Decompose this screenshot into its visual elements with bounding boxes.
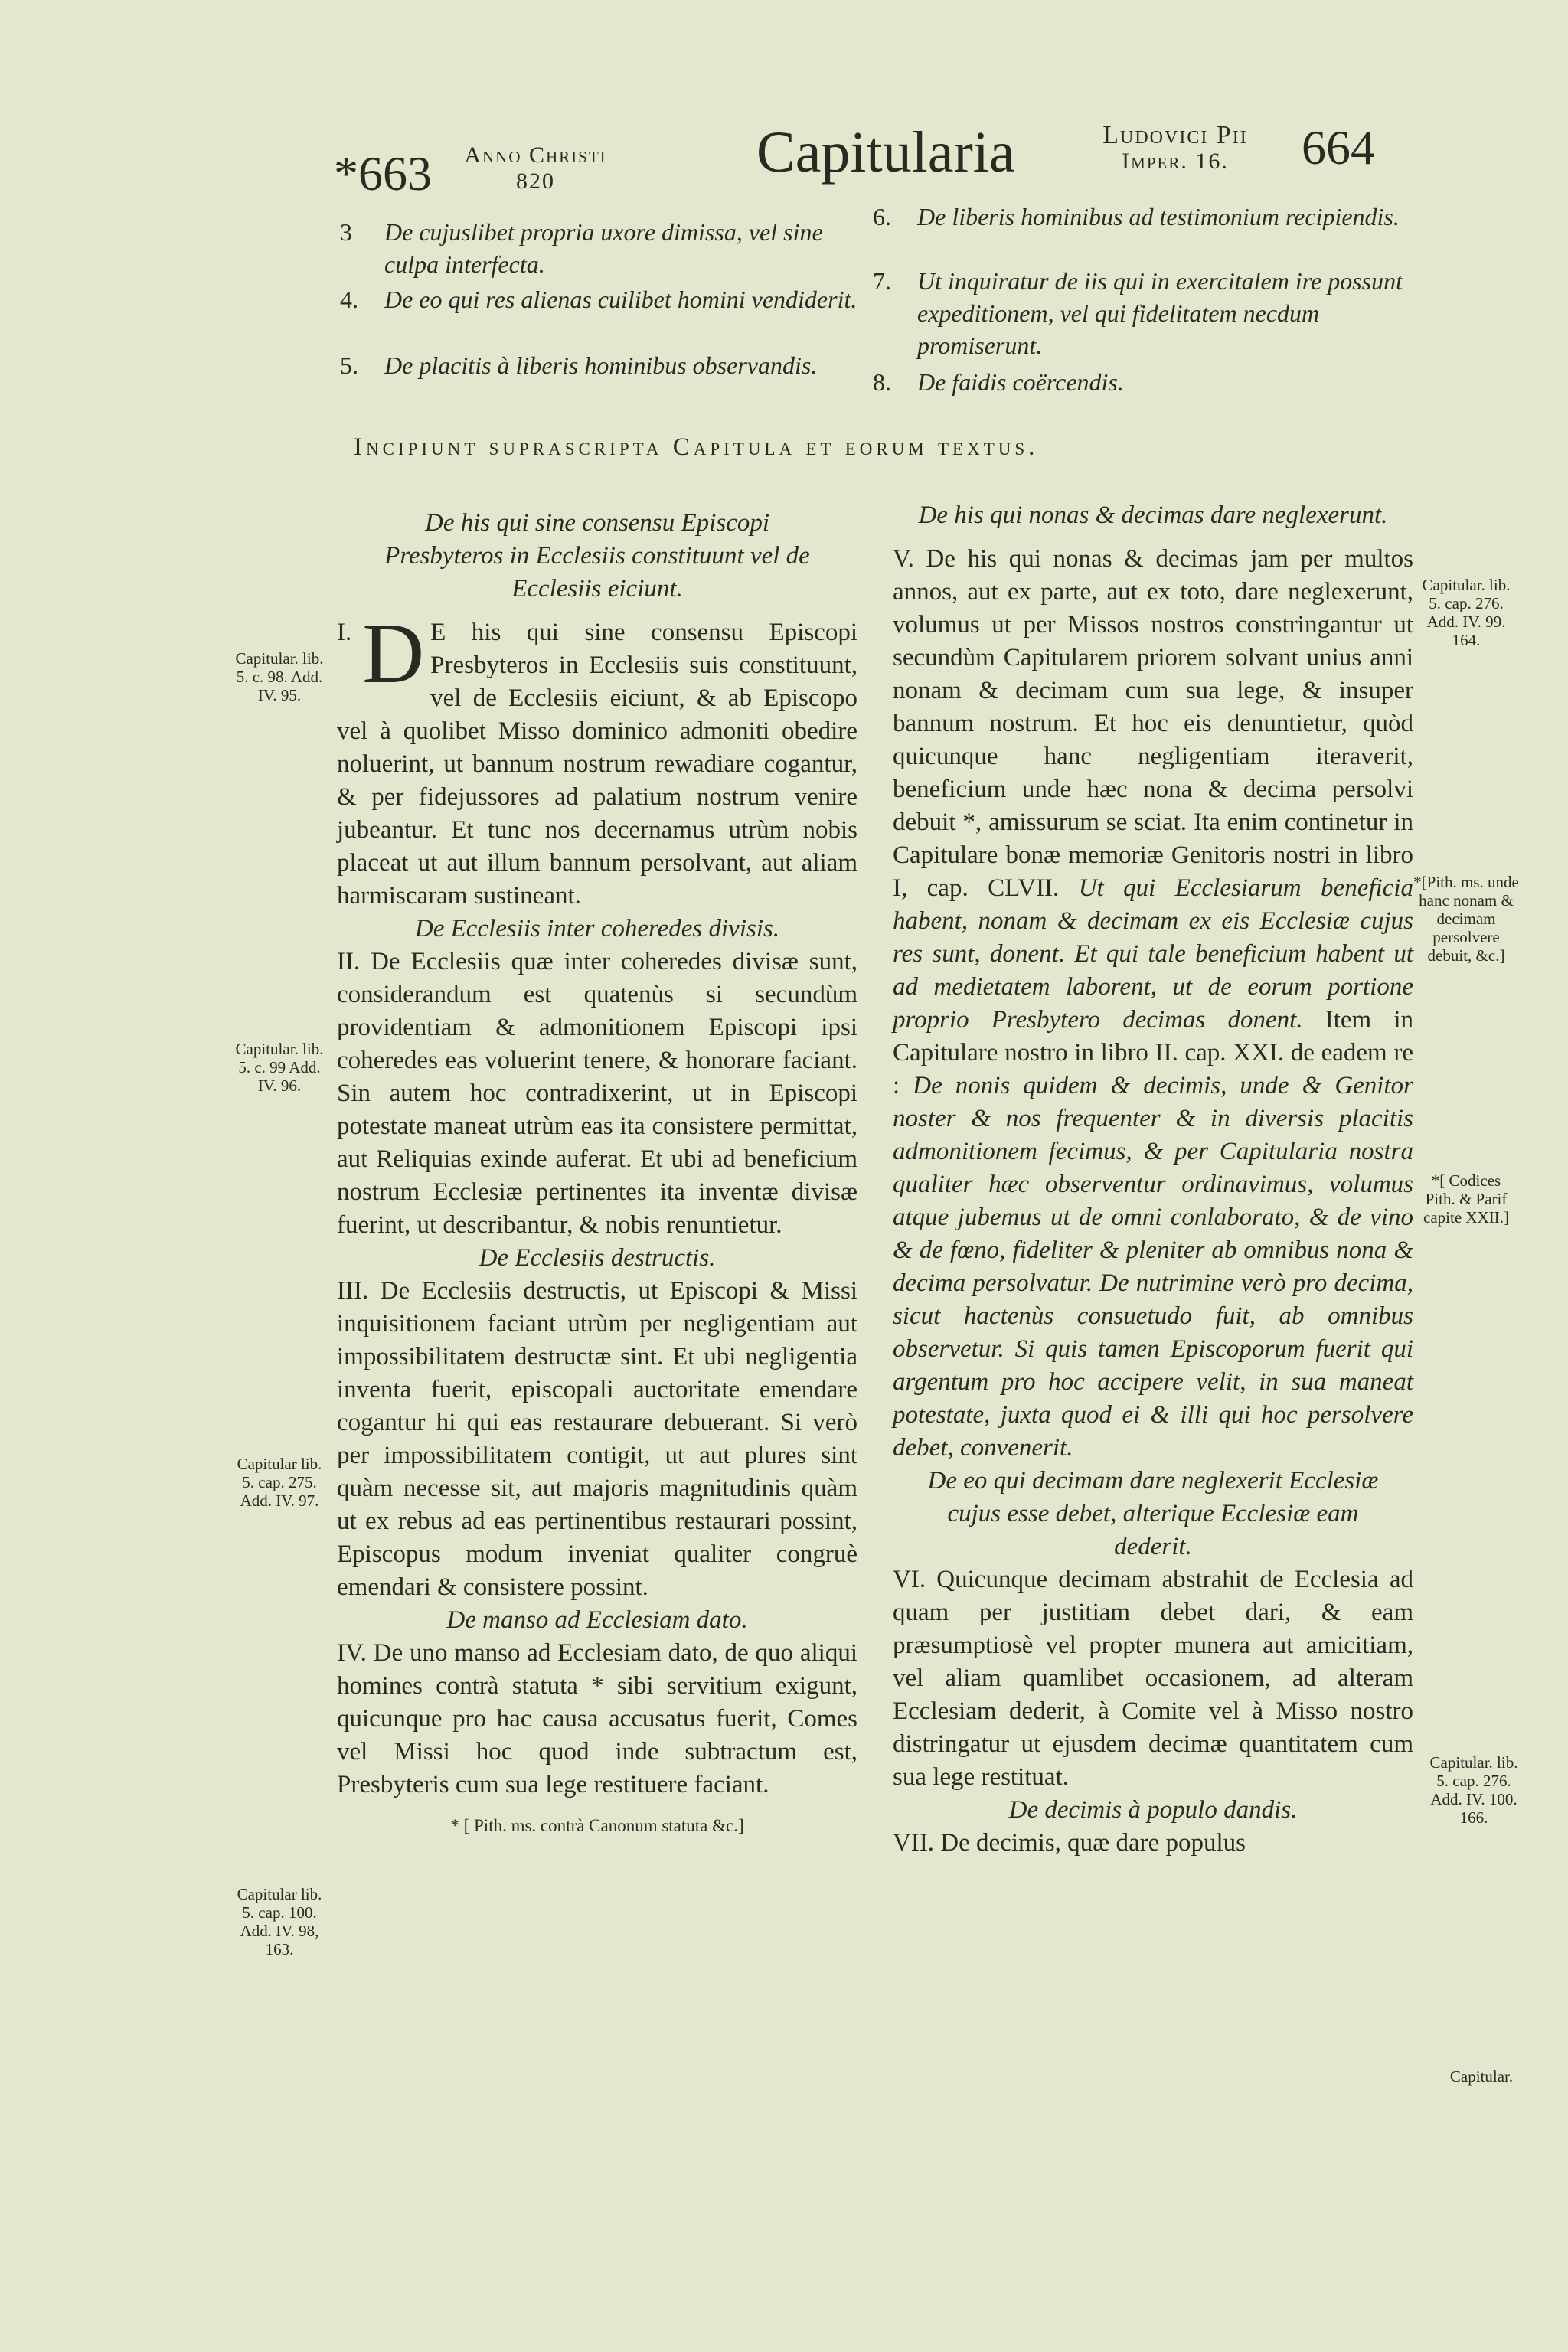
- chapter-number: I.: [337, 619, 352, 646]
- margin-note: Capitular lib. 5. cap. 275. Add. IV. 97.: [237, 1455, 322, 1510]
- summary-text: De liberis hominibus ad testimonium recipiendis.: [917, 203, 1400, 230]
- chapter-paragraph: IV. De uno manso ad Ecclesiam dato, de quo aliqui homines contrà statuta * sibi servitium exigunt, quicunque pro hac causa accusatus fuerit, Comes vel Missi hoc quod inde subtractum est, Presbyteris cum sua lege restituere faciant.: [337, 1639, 858, 1798]
- right-column: [893, 499, 1413, 1860]
- chapter-text: Item in Capitulare nostro in libro II. cap. XXI. de eadem re :: [893, 1006, 1413, 1099]
- chapter-heading: De his qui sine consensu Episcopi Presbyteros in Ecclesiis constituunt vel de Ecclesiis eiciunt.: [384, 509, 810, 603]
- chapter-paragraph: III. De Ecclesiis destructis, ut Episcopi & Missi inquisitionem faciant utrùm per negligentiam aut impossibilitatem destructæ sint. Et ubi negligentia inventa fuerit, episcopali auctoritate emendare cogantur hi qui eas restaurare debuerant. Si verò per impossibilitatem contigit, ut aut plures sint quàm necesse sit, aut majoris magnitudinis quàm ut ex rebus ad eas pertinentibus restaurari possint, Episcopus modum inveniat qualiter congruè emendari & consistere possint.: [337, 1277, 858, 1601]
- summary-item: [340, 216, 861, 280]
- summary-text: Ut inquiratur de iis qui in exercitalem ire possunt expeditionem, vel qui fidelitatem necdum promiserunt.: [917, 267, 1403, 359]
- chapter-heading: De decimis à populo dandis.: [1008, 1796, 1298, 1824]
- chapter-paragraph: II. De Ecclesiis quæ inter coheredes divisæ sunt, considerandum est quatenùs si secundùm providentiam & admonitionem Episcopi ipsi coheredes eas voluerint tenere, & honorare faciant. Sin autem hoc contradixerint, ut in Episcopi potestate maneat utrùm eas ita consistere permittat, aut Reliquias exinde auferat. Et ubi ad beneficium nostrum Ecclesiæ pertinentes ita inventæ divisæ fuerint, ut describantur, & nobis renuntietur.: [337, 948, 858, 1239]
- summary-number: 4.: [340, 286, 358, 313]
- left-column: [337, 507, 858, 1842]
- left-folio-number: *663: [334, 146, 432, 201]
- emperor-year: Imper. 16.: [1122, 149, 1229, 174]
- margin-note: Capitular. lib. 5. c. 98. Add. IV. 95.: [235, 649, 324, 704]
- anno-christi-year: 820: [516, 168, 555, 194]
- chapter-paragraph: VII. De decimis, quæ dare populus: [893, 1829, 1246, 1857]
- emperor-heading: [1080, 122, 1271, 175]
- quoted-text: De nonis quidem & decimis, unde & Genitor noster & nos frequenter & in diversis placitis admonitionem fecimus, & per Capitularia nostra qualiter hæc observentur ordinavimus, volumus atque jubemus ut de omni conlaborato, & de vino & de fœno, fideliter & pleniter ab omnibus nona & decima persolvatur. De nutrimine verò pro decima, sicut hactenùs consuetudo fuit, ab omnibus observetur. Si quis tamen Episcoporum fuerit qui argentum pro hoc accipere velit, in sua maneat potestate, juxta quod ei & illi qui hoc persolvere debet, convenerit.: [893, 1072, 1413, 1462]
- summary-text: De eo qui res alienas cuilibet homini vendiderit.: [384, 286, 858, 313]
- summary-text: De cujuslibet propria uxore dimissa, vel sine culpa interfecta.: [384, 218, 823, 278]
- summary-number: 6.: [873, 203, 891, 230]
- right-folio-number: 664: [1302, 120, 1375, 175]
- margin-note: *[ Codices Pith. & Parif capite XXII.]: [1423, 1171, 1509, 1227]
- summary-item: [873, 201, 1424, 233]
- anno-christi-heading: [453, 142, 618, 194]
- chapter-paragraph: VI. Quicunque decimam abstrahit de Ecclesia ad quam per justitiam debet dari, & eam præsumptiosè vel propter munera aut amicitiam, vel aliam quamlibet occasionem, ad alteram Ecclesiam dederit, à Comite vel à Misso nostro distringatur ut ejusdem decimæ quantitatem cum sua lege restituat.: [893, 1566, 1413, 1791]
- summary-item: [340, 349, 861, 381]
- margin-note: Capitular. lib. 5. c. 99 Add. IV. 96.: [235, 1040, 324, 1095]
- page-title: Capitularia: [756, 120, 1015, 185]
- margin-note: *[Pith. ms. unde hanc nonam & decimam persolvere debuit, &c.]: [1413, 873, 1519, 965]
- chapter-heading: De Ecclesiis destructis.: [479, 1244, 716, 1272]
- summary-item: [873, 265, 1424, 361]
- quoted-text: Ut qui Ecclesiarum beneficia habent, nonam & decimam ex eis Ecclesiæ cujus res sunt, donent. Et qui tale beneficium habent ut ad medietatem laborent, ut de eorum portione proprio Presbytero decimas donent.: [893, 874, 1413, 1034]
- summary-item: [340, 283, 861, 315]
- chapter-paragraph: [893, 543, 1413, 1465]
- anno-christi-label: Anno Christi: [464, 142, 607, 168]
- chapter-heading: De manso ad Ecclesiam dato.: [446, 1606, 748, 1634]
- chapter-paragraph: [337, 606, 858, 913]
- chapter-text: V. De his qui nonas & decimas jam per multos annos, aut ex parte, aut ex toto, dare neglexerunt, volumus ut per Missos nostros constringantur ut secundùm Capitularem priorem solvant unius anni nonam & decimam cum sua lege, & insuper bannum nostrum. Et hoc eis denuntietur, quòd quicunque hanc negligentiam iteraverit, beneficium unde hæc nona & decima persolvi debuit *, amissurum se sciat. Ita enim continetur in Capitulare bonæ memoriæ Genitoris nostri in libro I, cap. CLVII.: [893, 545, 1413, 902]
- incipit-heading: Incipiunt suprascripta Capitula et eorum textus.: [354, 433, 1039, 461]
- summary-number: 5.: [340, 351, 358, 379]
- margin-note: Capitular. lib. 5. cap. 276. Add. IV. 100. 166.: [1429, 1753, 1518, 1827]
- summary-item: [873, 366, 1424, 398]
- summary-number: 8.: [873, 368, 891, 396]
- chapter-heading: De Ecclesiis inter coheredes divisis.: [414, 915, 780, 942]
- summary-number: 7.: [873, 267, 891, 295]
- summary-text: De placitis à liberis hominibus observandis.: [384, 351, 818, 379]
- margin-note: Capitular lib. 5. cap. 100. Add. IV. 98, 163.: [237, 1885, 322, 1958]
- margin-note: Capitular.: [1449, 2067, 1514, 2086]
- drop-cap-letter: D: [362, 606, 425, 701]
- summary-number: 3: [340, 218, 352, 246]
- footnote: * [ Pith. ms. contrà Canonum statuta &c.]: [450, 1816, 744, 1835]
- margin-note: Capitular. lib. 5. cap. 276. Add. IV. 99. 164.: [1422, 576, 1511, 649]
- emperor-name: Ludovici Pii: [1102, 121, 1248, 149]
- chapter-heading: De his qui nonas & decimas dare neglexerunt.: [918, 501, 1388, 529]
- chapter-heading: De eo qui decimam dare neglexerit Ecclesiæ cujus esse debet, alterique Ecclesiæ eam dederit.: [927, 1467, 1379, 1560]
- chapter-text: E his qui sine consensu Episcopi Presbyteros in Ecclesiis suis constituunt, vel de Ecclesiis eiciunt, & ab Episcopo vel à quolibet Misso dominico admoniti obedire noluerint, ut bannum nostrum rewadiare cogantur, & per fidejussores ad palatium nostrum venire jubeantur. Et tunc nos decernamus utrùm nobis placeat ut aut illum bannum persolvant, aut aliam harmiscaram sustineant.: [337, 619, 858, 910]
- summary-text: De faidis coërcendis.: [917, 368, 1124, 396]
